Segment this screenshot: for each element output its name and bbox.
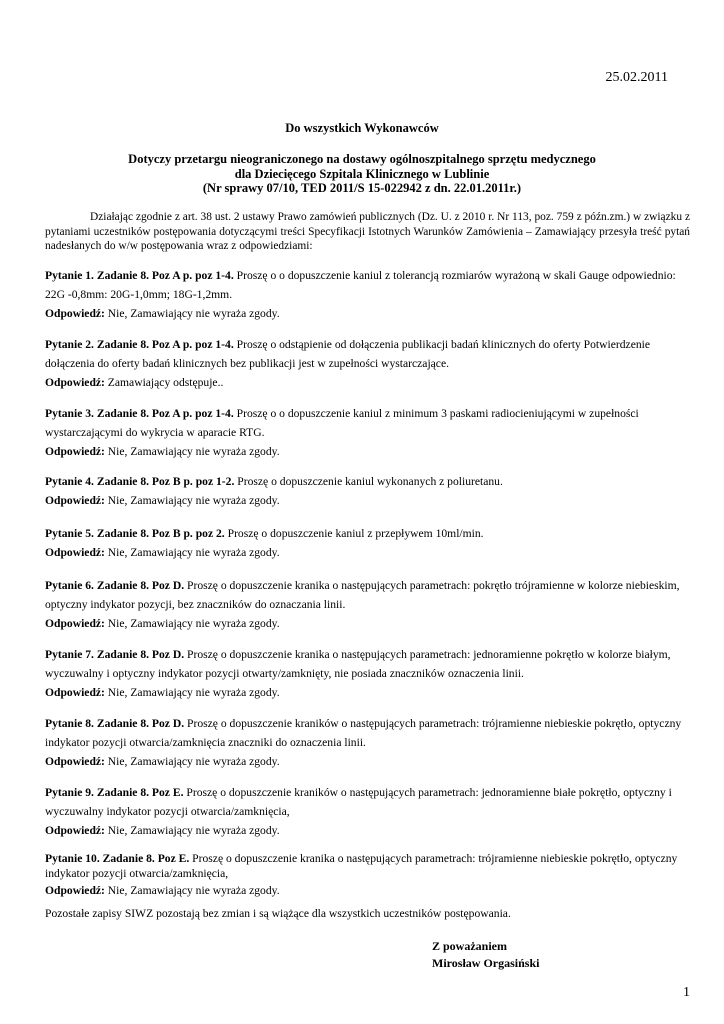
document-date: 25.02.2011 xyxy=(605,70,668,85)
qa-item xyxy=(45,851,695,900)
question-text: Proszę o dopuszczenie kaniul wykonanych z poliuretanu. xyxy=(234,475,503,488)
question-label: Pytanie 3. Zadanie 8. Poz A p. poz 1-4. xyxy=(45,407,234,420)
intro-paragraph xyxy=(45,210,690,254)
question-text: Proszę o odstąpienie od dołączenia publikacji badań klinicznych do oferty Potwierdzenie dołączenia do oferty badań klinicznych bez publikacji jest w zupełności wystarczające. xyxy=(45,338,651,370)
answer xyxy=(45,442,695,461)
question-label: Pytanie 7. Zadanie 8. Poz D. xyxy=(45,648,185,661)
question-label: Pytanie 6. Zadanie 8. Poz D. xyxy=(45,579,185,592)
qa-item xyxy=(45,472,695,510)
qa-item xyxy=(45,576,695,633)
subject-line-3: (Nr sprawy 07/10, TED 2011/S 15-022942 z dn. 22.01.2011r.) xyxy=(202,181,522,195)
answer-label: Odpowiedź: xyxy=(45,824,105,837)
answer-label: Odpowiedź: xyxy=(45,755,105,768)
qa-item xyxy=(45,714,695,771)
answer-text: Zamawiający odstępuje.. xyxy=(104,376,224,389)
question xyxy=(45,266,695,304)
answer-text: Nie, Zamawiający nie wyraża zgody. xyxy=(104,686,280,699)
question-label: Pytanie 5. Zadanie 8. Poz B p. poz 2. xyxy=(45,527,225,540)
question xyxy=(45,524,695,543)
subject-line-1: Dotyczy przetargu nieograniczonego na dostawy ogólnoszpitalnego sprzętu medycznego xyxy=(128,152,596,166)
answer-label: Odpowiedź: xyxy=(45,445,105,458)
page-number: 1 xyxy=(683,985,690,1000)
answer-label: Odpowiedź: xyxy=(45,546,105,559)
answer xyxy=(45,373,695,392)
question-text: Proszę o dopuszczenie kraników o następujących parametrach: jednoramienne białe pokrętło, optyczny i wyczuwalny indykator pozycji otwarcia/zamknięcia, xyxy=(45,786,672,818)
question-text: Proszę o dopuszczenie kraników o następujących parametrach: trójramienne niebieskie pokrętło, optyczny indykator pozycji otwarcia/zamknięcia znaczniki do oznaczenia linii. xyxy=(45,717,682,749)
answer-text: Nie, Zamawiający nie wyraża zgody. xyxy=(104,617,280,630)
qa-item xyxy=(45,404,695,461)
answer-label: Odpowiedź: xyxy=(45,617,105,630)
question-label: Pytanie 8. Zadanie 8. Poz D. xyxy=(45,717,185,730)
answer-text: Nie, Zamawiający nie wyraża zgody. xyxy=(104,445,280,458)
question xyxy=(45,472,695,491)
answer xyxy=(45,821,695,840)
answer-text: Nie, Zamawiający nie wyraża zgody. xyxy=(104,824,280,837)
answer xyxy=(45,752,695,771)
question xyxy=(45,851,695,881)
signature-block xyxy=(432,938,539,972)
qa-item xyxy=(45,783,695,840)
answer xyxy=(45,881,695,900)
question xyxy=(45,335,695,373)
question-text: Proszę o dopuszczenie kranika o następujących parametrach: trójramienne niebieskie pokrętło, optyczny indykator pozycji otwarcia/zamknięcia, xyxy=(45,852,678,880)
answer xyxy=(45,304,695,323)
question-label: Pytanie 2. Zadanie 8. Poz A p. poz 1-4. xyxy=(45,338,234,351)
question-text: Proszę o o dopuszczenie kaniul z tolerancją rozmiarów wyrażoną w skali Gauge odpowiednio: 22G -0,8mm: 20G-1,0mm; 18G-1,2mm. xyxy=(45,269,676,301)
signatory-name: Mirosław Orgasiński xyxy=(432,956,540,970)
intro-text: Działając zgodnie z art. 38 ust. 2 ustawy Prawo zamówień publicznych (Dz. U. z 2010 r. Nr 113, poz. 759 z późn.zm.) w związku z pytaniami uczestników postępowania dotyczącymi treści Specyfikacji Istotnych Warunków Zamówienia – Zamawiający przesyła treść pytań nadesłanych do w/w postępowania wraz z odpowiedziami: xyxy=(45,211,690,252)
answer-text: Nie, Zamawiający nie wyraża zgody. xyxy=(104,546,280,559)
closing-paragraph: Pozostałe zapisy SIWZ pozostają bez zmian i są wiążące dla wszystkich uczestników postępowania. xyxy=(45,907,511,920)
answer-label: Odpowiedź: xyxy=(45,884,105,897)
question-text: Proszę o o dopuszczenie kaniul z minimum 3 paskami radiocieniującymi w zupełności wystarczającymi do wykrycia w aparacie RTG. xyxy=(45,407,639,439)
question xyxy=(45,783,695,821)
qa-item xyxy=(45,335,695,392)
addressee-heading: Do wszystkich Wykonawców xyxy=(285,121,439,135)
answer xyxy=(45,543,695,562)
answer-text: Nie, Zamawiający nie wyraża zgody. xyxy=(104,755,280,768)
question-label: Pytanie 10. Zadanie 8. Poz E. xyxy=(45,852,190,865)
answer-text: Nie, Zamawiający nie wyraża zgody. xyxy=(104,494,280,507)
subject-line-2: dla Dziecięcego Szpitala Klinicznego w Lublinie xyxy=(234,166,490,181)
question xyxy=(45,576,695,614)
question-text: Proszę o dopuszczenie kranika o następujących parametrach: pokrętło trójramienne w kolorze niebieskim, optyczny indykator pozycji, bez znaczników do oznaczania linii. xyxy=(45,579,680,611)
question-text: Proszę o dopuszczenie kranika o następujących parametrach: jednoramienne pokrętło w kolorze białym, wyczuwalny i optyczny indykator pozycji otwarty/zamknięty, nie posiada znaczników oznaczenia linii. xyxy=(45,648,671,680)
answer-text: Nie, Zamawiający nie wyraża zgody. xyxy=(104,307,280,320)
qa-item xyxy=(45,266,695,323)
question xyxy=(45,404,695,442)
answer-label: Odpowiedź: xyxy=(45,376,105,389)
answer xyxy=(45,683,695,702)
question-label: Pytanie 1. Zadanie 8. Poz A p. poz 1-4. xyxy=(45,269,234,282)
answer-label: Odpowiedź: xyxy=(45,686,105,699)
answer-text: Nie, Zamawiający nie wyraża zgody. xyxy=(104,884,280,897)
question-label: Pytanie 4. Zadanie 8. Poz B p. poz 1-2. xyxy=(45,475,235,488)
subject-heading xyxy=(0,152,724,196)
answer xyxy=(45,491,695,510)
question xyxy=(45,714,695,752)
question-label: Pytanie 9. Zadanie 8. Poz E. xyxy=(45,786,184,799)
qa-item xyxy=(45,524,695,562)
answer xyxy=(45,614,695,633)
question-text: Proszę o dopuszczenie kaniul z przepływem 10ml/min. xyxy=(224,527,484,540)
qa-item xyxy=(45,645,695,702)
salutation: Z poważaniem xyxy=(432,939,507,953)
question xyxy=(45,645,695,683)
answer-label: Odpowiedź: xyxy=(45,494,105,507)
answer-label: Odpowiedź: xyxy=(45,307,105,320)
